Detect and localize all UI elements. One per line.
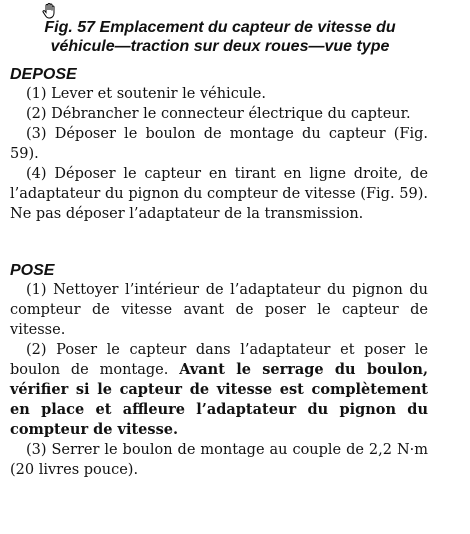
depose-step-1: (1) Lever et soutenir le véhicule. [26,86,266,102]
caption-line-2: véhicule—traction sur deux roues—vue type [50,38,390,55]
pose-steps [10,280,428,480]
section-heading-pose: POSE [10,262,55,279]
section-heading-depose: DEPOSE [10,66,77,83]
depose-steps [10,84,428,224]
pose-step-1: (1) Nettoyer l’intérieur de l’adaptateur du pignon du compteur de vitesse avant de poser le capteur de vitesse. [10,282,428,338]
pose-step-2-warning: Avant le serrage du boulon, vérifier si le capteur de vitesse est complètement en place et affleure l’adaptateur du pignon du compteur de vitesse. [10,361,428,438]
figure-caption [10,18,430,56]
depose-step-2: (2) Débrancher le connecteur électrique du capteur. [26,106,411,122]
depose-step-3: (3) Déposer le boulon de montage du capteur (Fig. 59). [10,126,428,162]
pose-step-2-text: (2) Poser le capteur dans l’adaptateur et poser le boulon de montage. [10,342,428,378]
caption-line-1: Fig. 57 Emplacement du capteur de vitesse du [44,19,396,36]
pose-step-3: (3) Serrer le boulon de montage au couple de 2,2 N·m (20 livres pouce). [10,442,428,478]
pose-step-2 [10,340,428,440]
depose-step-4: (4) Déposer le capteur en tirant en ligne droite, de l’adaptateur du pignon du compteur de vitesse (Fig. 59). Ne pas déposer l’adaptateur de la transmission. [10,166,428,222]
